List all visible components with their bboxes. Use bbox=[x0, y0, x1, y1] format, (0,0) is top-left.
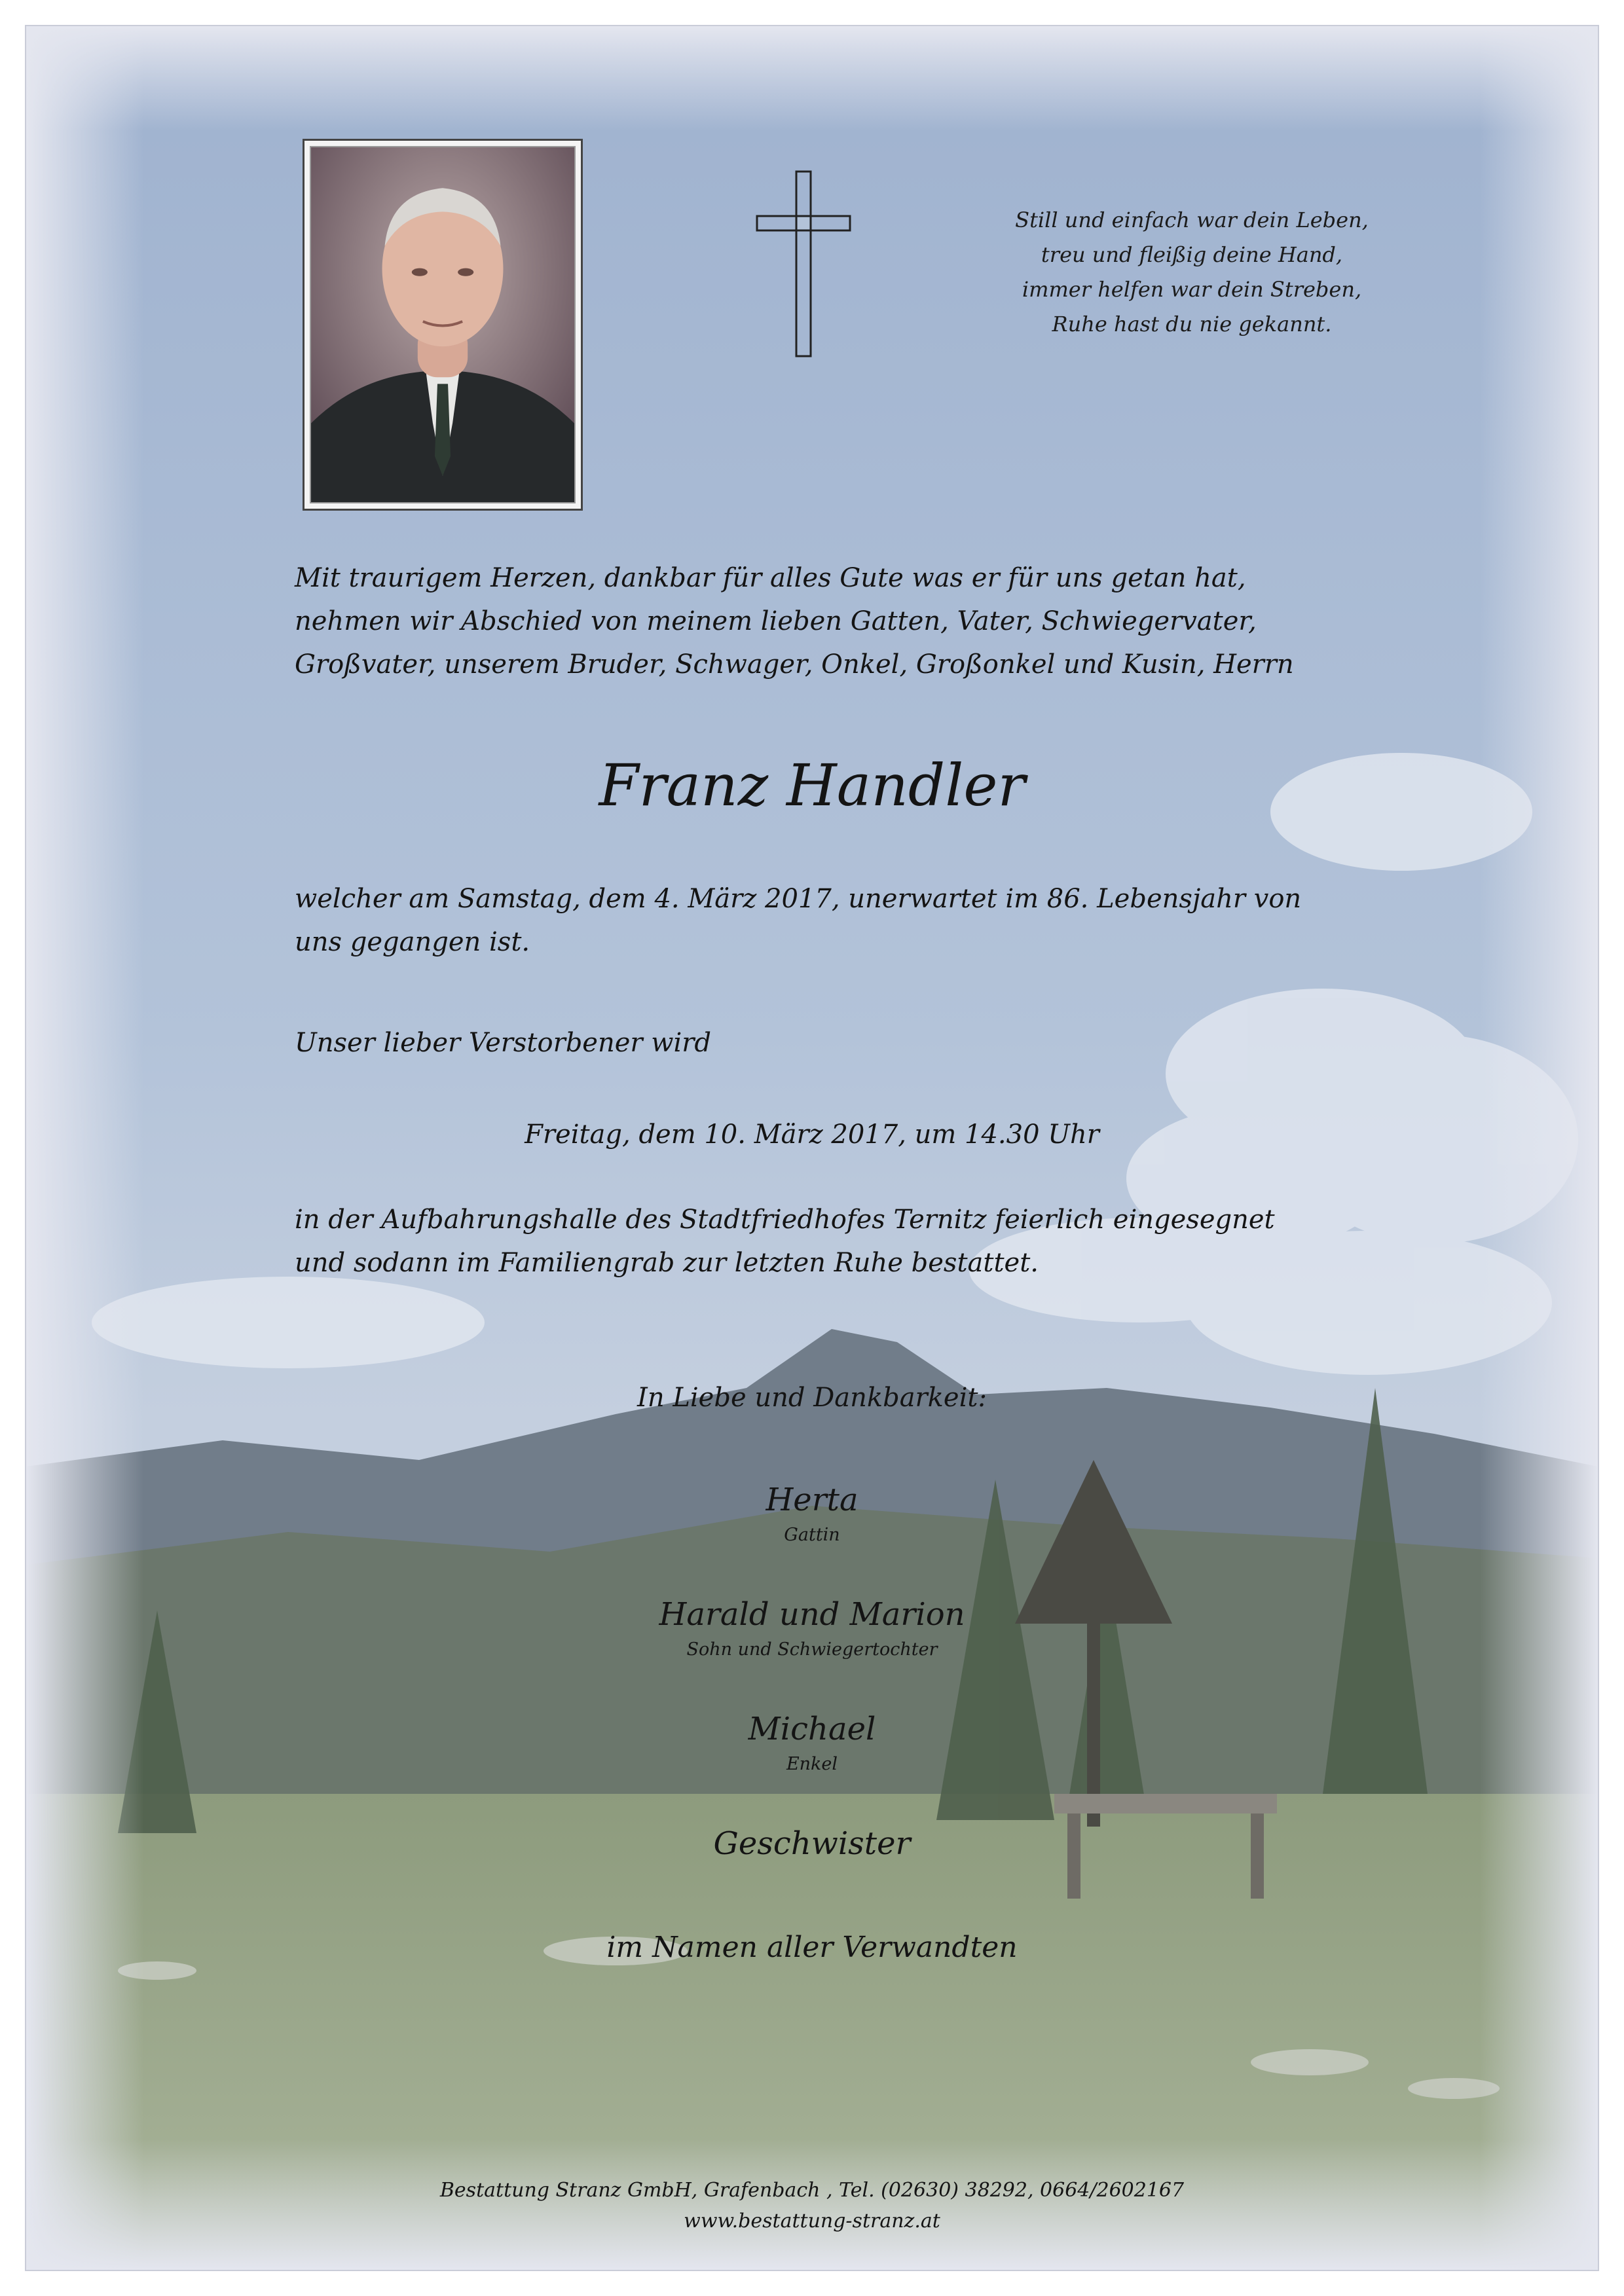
family-member-relation: Gattin bbox=[784, 1525, 840, 1545]
family-member-name: Michael bbox=[748, 1711, 876, 1747]
intro-line: Mit traurigem Herzen, dankbar für alles Gute was er für uns getan hat, bbox=[295, 563, 1246, 593]
poem-line: treu und fleißig deine Hand, bbox=[1041, 242, 1343, 267]
family-member-name: Geschwister bbox=[713, 1825, 911, 1862]
funeral-location bbox=[295, 1198, 1275, 1285]
mourners-closing: im Namen aller Verwandten bbox=[606, 1931, 1018, 1964]
intro-paragraph bbox=[295, 556, 1294, 686]
mourners-greeting: In Liebe und Dankbarkeit: bbox=[637, 1383, 987, 1413]
death-line: welcher am Samstag, dem 4. März 2017, unerwartet im 86. Lebensjahr von bbox=[295, 884, 1302, 914]
intro-line: Großvater, unserem Bruder, Schwager, Onkel, Großonkel und Kusin, Herrn bbox=[295, 649, 1294, 680]
poem-line: immer helfen war dein Streben, bbox=[1022, 277, 1362, 302]
funeral-datetime: Freitag, dem 10. März 2017, um 14.30 Uhr bbox=[525, 1120, 1099, 1150]
poem-line: Still und einfach war dein Leben, bbox=[1015, 208, 1369, 232]
portrait-photo bbox=[303, 139, 583, 511]
death-line: uns gegangen ist. bbox=[295, 927, 530, 957]
intro-line: nehmen wir Abschied von meinem lieben Gatten, Vater, Schwiegervater, bbox=[295, 606, 1257, 636]
memorial-poem bbox=[943, 203, 1441, 342]
family-member-relation: Enkel bbox=[786, 1754, 838, 1774]
family-member-name: Herta bbox=[766, 1482, 858, 1518]
deceased-name: Franz Handler bbox=[599, 752, 1025, 819]
location-line: in der Aufbahrungshalle des Stadtfriedhofes Ternitz feierlich eingesegnet bbox=[295, 1205, 1275, 1235]
poem-line: Ruhe hast du nie gekannt. bbox=[1052, 312, 1332, 337]
funeral-home-contact: Bestattung Stranz GmbH, Grafenbach , Tel. (02630) 38292, 0664/2602167 bbox=[439, 2179, 1185, 2202]
funeral-home-website[interactable]: www.bestattung-stranz.at bbox=[684, 2210, 940, 2232]
portrait-image bbox=[310, 146, 576, 503]
death-paragraph bbox=[295, 877, 1301, 964]
funeral-intro: Unser lieber Verstorbener wird bbox=[295, 1028, 711, 1058]
family-member-relation: Sohn und Schwiegertochter bbox=[686, 1639, 938, 1660]
latin-cross-icon bbox=[754, 169, 853, 359]
family-member-name: Harald und Marion bbox=[659, 1596, 965, 1633]
location-line: und sodann im Familiengrab zur letzten Ruhe bestattet. bbox=[295, 1248, 1039, 1278]
